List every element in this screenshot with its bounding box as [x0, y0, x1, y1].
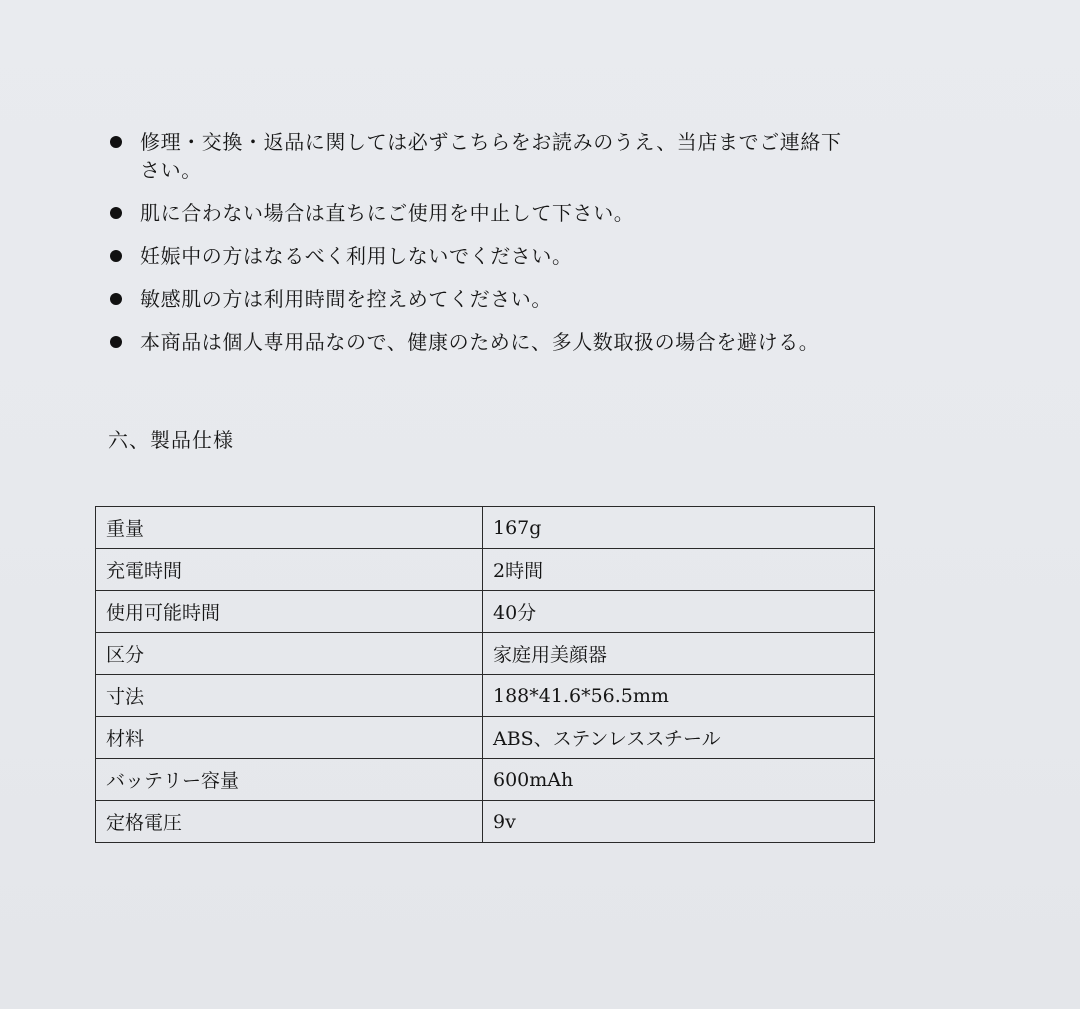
section-title: 六、製品仕様: [108, 428, 234, 452]
notice-list: [108, 128, 898, 371]
bullet-dot-icon: [110, 293, 122, 305]
spec-key: 寸法: [96, 675, 483, 717]
table-row: [96, 717, 875, 759]
notice-text: 本商品は個人専用品なので、健康のために、多人数取扱の場合を避ける。: [140, 330, 820, 354]
notice-text: 妊娠中の方はなるべく利用しないでください。: [140, 244, 573, 268]
notice-item: [108, 199, 898, 227]
notice-text: 敏感肌の方は利用時間を控えめてください。: [140, 287, 552, 311]
notice-text: 肌に合わない場合は直ちにご使用を中止して下さい。: [140, 201, 635, 225]
bullet-dot-icon: [110, 336, 122, 348]
spec-value: ABS、ステンレススチール: [483, 717, 875, 759]
spec-key: 定格電圧: [96, 801, 483, 843]
notice-item: [108, 242, 898, 270]
notice-text: 修理・交換・返品に関しては必ずこちらをお読みのうえ、当店までご連絡下さい。: [140, 130, 842, 182]
spec-key: 使用可能時間: [96, 591, 483, 633]
notice-item: [108, 328, 898, 356]
table-row: [96, 507, 875, 549]
table-row: [96, 801, 875, 843]
spec-key: 重量: [96, 507, 483, 549]
spec-value: 40分: [483, 591, 875, 633]
spec-value: 2時間: [483, 549, 875, 591]
bullet-dot-icon: [110, 207, 122, 219]
spec-table: [95, 506, 875, 843]
spec-value: 167g: [483, 507, 875, 549]
spec-key: バッテリー容量: [96, 759, 483, 801]
notice-item: [108, 285, 898, 313]
spec-value: 188*41.6*56.5mm: [483, 675, 875, 717]
table-row: [96, 759, 875, 801]
spec-value: 家庭用美顔器: [483, 633, 875, 675]
table-row: [96, 633, 875, 675]
table-row: [96, 675, 875, 717]
table-row: [96, 549, 875, 591]
spec-value: 9v: [483, 801, 875, 843]
bullet-dot-icon: [110, 250, 122, 262]
table-row: [96, 591, 875, 633]
spec-key: 区分: [96, 633, 483, 675]
spec-key: 材料: [96, 717, 483, 759]
spec-value: 600mAh: [483, 759, 875, 801]
notice-item: [108, 128, 898, 184]
spec-key: 充電時間: [96, 549, 483, 591]
bullet-dot-icon: [110, 136, 122, 148]
